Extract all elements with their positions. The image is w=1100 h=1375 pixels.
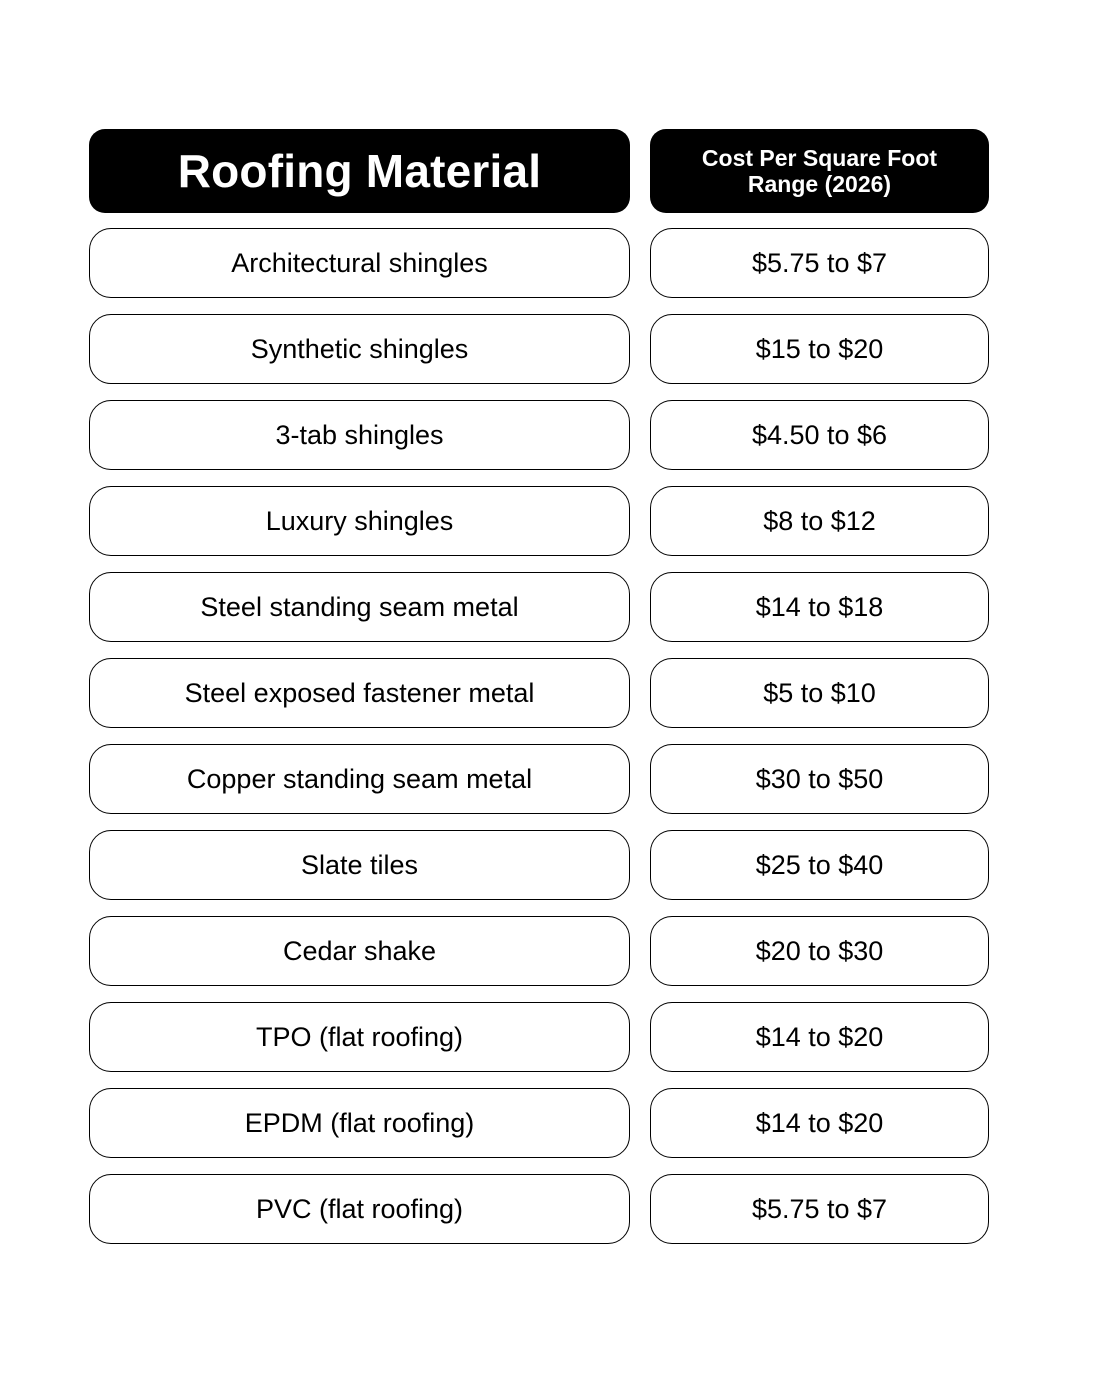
material-cell: TPO (flat roofing) xyxy=(89,1002,630,1072)
table-row xyxy=(89,228,989,298)
table-row xyxy=(89,658,989,728)
header-cost-per-square-foot: Cost Per Square Foot Range (2026) xyxy=(650,129,989,213)
table-row xyxy=(89,314,989,384)
material-cell: Synthetic shingles xyxy=(89,314,630,384)
material-cell: Cedar shake xyxy=(89,916,630,986)
header-roofing-material: Roofing Material xyxy=(89,129,630,213)
material-cell: Copper standing seam metal xyxy=(89,744,630,814)
cost-cell: $14 to $20 xyxy=(650,1088,989,1158)
material-cell: EPDM (flat roofing) xyxy=(89,1088,630,1158)
material-cell: PVC (flat roofing) xyxy=(89,1174,630,1244)
roofing-cost-table xyxy=(89,129,989,1260)
cost-cell: $14 to $18 xyxy=(650,572,989,642)
table-row xyxy=(89,486,989,556)
cost-cell: $25 to $40 xyxy=(650,830,989,900)
cost-cell: $15 to $20 xyxy=(650,314,989,384)
table-row xyxy=(89,1002,989,1072)
material-cell: Architectural shingles xyxy=(89,228,630,298)
table-row xyxy=(89,830,989,900)
table-row xyxy=(89,572,989,642)
material-cell: Luxury shingles xyxy=(89,486,630,556)
material-cell: Steel exposed fastener metal xyxy=(89,658,630,728)
material-cell: Steel standing seam metal xyxy=(89,572,630,642)
table-row xyxy=(89,1088,989,1158)
table-row xyxy=(89,1174,989,1244)
cost-cell: $5 to $10 xyxy=(650,658,989,728)
table-row xyxy=(89,916,989,986)
material-cell: 3-tab shingles xyxy=(89,400,630,470)
table-row xyxy=(89,400,989,470)
cost-cell: $14 to $20 xyxy=(650,1002,989,1072)
cost-cell: $20 to $30 xyxy=(650,916,989,986)
table-row xyxy=(89,744,989,814)
cost-cell: $5.75 to $7 xyxy=(650,228,989,298)
table-header-row xyxy=(89,129,989,213)
cost-cell: $8 to $12 xyxy=(650,486,989,556)
material-cell: Slate tiles xyxy=(89,830,630,900)
cost-cell: $30 to $50 xyxy=(650,744,989,814)
cost-cell: $5.75 to $7 xyxy=(650,1174,989,1244)
cost-cell: $4.50 to $6 xyxy=(650,400,989,470)
